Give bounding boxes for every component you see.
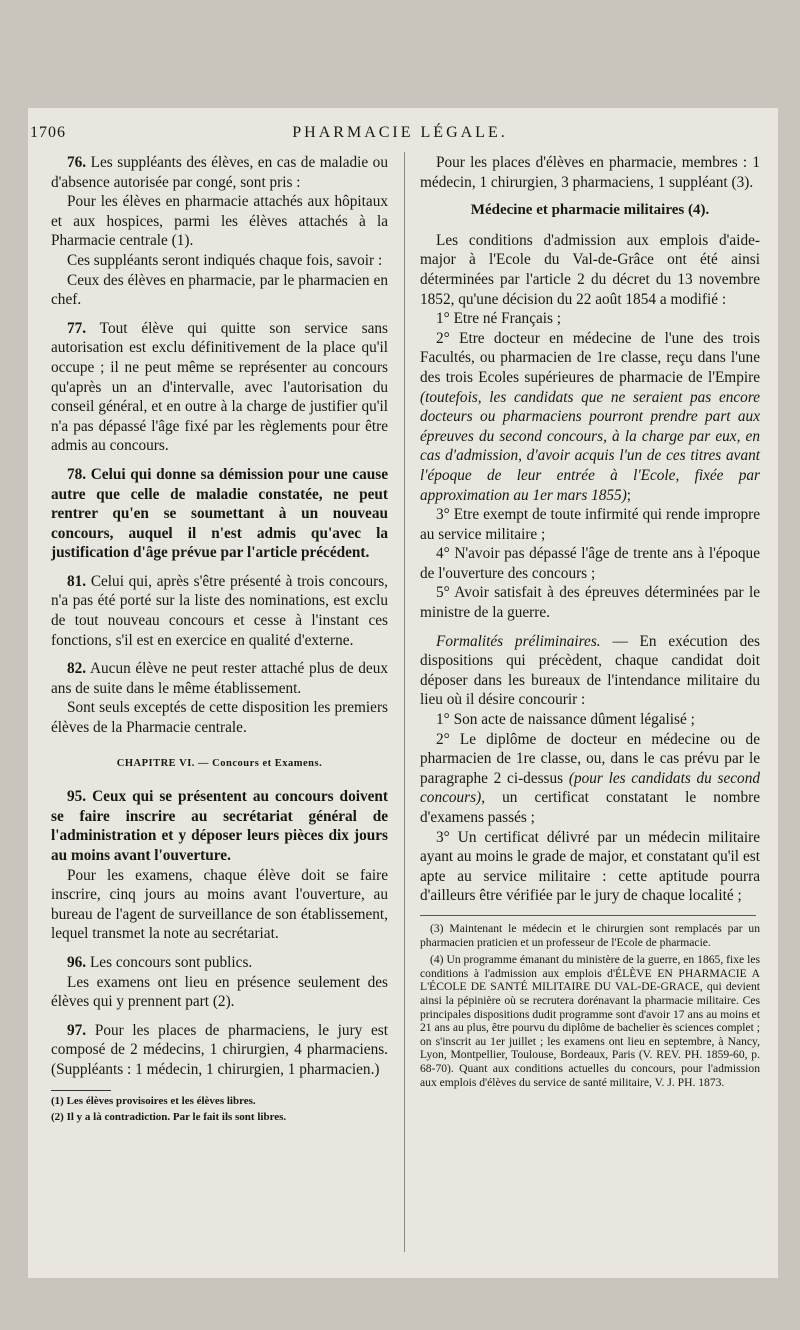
formalities-text: — En exécution des dispositions qui précèdent, chaque candidat doit déposer dans les bureaux de l'intendance militaire du lieu où il désire concourir : (420, 632, 760, 709)
condition-end: ; (626, 486, 632, 504)
section-heading: Médecine et pharmacie militaires (4). (470, 202, 710, 219)
article-number: 77. (67, 319, 87, 337)
page-number: 1706 (30, 124, 66, 141)
formalities-paragraph (420, 632, 760, 710)
paragraph: Pour les élèves en pharmacie attachés aux hôpitaux et aux hospices, parmi les élèves attachés à la Pharmacie centrale (1). (51, 193, 388, 250)
paragraph: Pour les places d'élèves en pharmacie, membres : 1 médecin, 1 chirurgien, 3 pharmaciens, 1 suppléant (3). (420, 154, 760, 191)
article-97 (51, 1021, 388, 1080)
formalities-lead: Formalités préliminaires. (436, 632, 601, 650)
article-text: Ceux qui se présentent au concours doivent se faire inscrire au secrétariat général de l'administration et y déposer leurs pièces dix jours au moins avant l'ouverture. (51, 788, 389, 864)
article-78 (51, 465, 388, 563)
condition-1: 1° Etre né Français ; (436, 310, 562, 328)
running-title: PHARMACIE LÉGALE. (292, 124, 508, 141)
paragraph: Ces suppléants seront indiqués chaque fois, savoir : (67, 251, 383, 269)
formality-2 (420, 730, 760, 828)
left-column (51, 153, 388, 1128)
article-text: Tout élève qui quitte son service sans autorisation est exclu définitivement de la place qu'il occupe ; il ne peut même se représenter au concours qu'après un an d'intervalle, avec l'autorisation du conseil général, et en outre à la charge de justifier qu'il n'a pas dépassé l'âge fixé par les règlements pour être admis au concours. (51, 319, 388, 455)
article-77 (51, 319, 388, 456)
condition-3: 3° Etre exempt de toute infirmité qui rende impropre au service militaire ; (420, 506, 760, 543)
right-column (420, 153, 760, 1093)
condition-italic-note: (toutefois, les candidats que ne seraient pas encore docteurs ou pharmaciens pourront prendre part aux épreuves du second concours, à la charge par eux, en cas d'admission, d'avoir acquis l'un de ces titres avant l'époque de leur entrée à l'Ecole, fixée par approximation au 1er mars 1855) (420, 388, 760, 504)
page-header (30, 124, 770, 148)
footnote-1: (1) Les élèves provisoires et les élèves libres. (51, 1094, 256, 1107)
condition-text: 2° Etre docteur en médecine de l'une des trois Facultés, ou pharmacien de 1re classe, reçu dans l'une des trois Ecoles supérieures de pharmacie de l'Empire (420, 329, 760, 386)
footnote-4: (4) Un programme émanant du ministère de la guerre, en 1865, fixe les conditions à l'admission aux emplois d'ÉLÈVE EN PHARMACIE A L'ÉCOLE DE SANTÉ MILITAIRE DU VAL-DE-GRACE, qui devient ainsi la pépinière où se recrutera dorénavant la pharmacie militaire. Ces principales dispositions dudit programme sont d'avoir 17 ans au moins et 21 ans au plus, être pourvu du diplôme de bachelier ès sciences complet ; on s'inscrit au 1er juillet ; les examens ont lieu en septembre, à Nancy, Lyon, Montpellier, Toulouse, Bordeaux, Paris (V. REV. PH. 1859-60, p. 68-70). Quant aux conditions actuelles du concours, pour l'admission aux emplois d'élèves du service de santé militaire, V. J. PH. 1873. (420, 953, 760, 1089)
article-number: 96. (67, 953, 87, 971)
article-text: Celui qui donne sa démission pour une cause autre que celle de maladie constatée, ne peut rentrer qu'en se soumettant à un nouveau concours, auquel il n'est admis qu'avec la justification d'âge prévue par l'article précédent. (51, 465, 388, 562)
condition-2 (420, 329, 760, 505)
condition-4: 4° N'avoir pas dépassé l'âge de trente ans à l'époque de l'ouverture des concours ; (420, 545, 760, 582)
article-81 (51, 572, 388, 650)
chapter-heading: CHAPITRE VI. — Concours et Examens. (116, 757, 323, 769)
article-95 (51, 787, 388, 865)
article-96 (51, 953, 388, 973)
article-76 (51, 153, 388, 192)
article-82 (51, 659, 388, 698)
article-number: 81. (67, 572, 87, 590)
footnote-rule (51, 1090, 111, 1091)
article-number: 97. (67, 1021, 87, 1039)
paragraph: Pour les examens, chaque élève doit se faire inscrire, cinq jours au moins avant l'ouverture, au bureau de l'agent de surveillance de son établissement, lequel transmet la note au secrétariat. (51, 866, 388, 943)
formality-italic-note: (pour les candidats du second concours) (420, 769, 760, 807)
paragraph: Les conditions d'admission aux emplois d'aide-major à l'Ecole du Val-de-Grâce ont été ainsi déterminées par l'article 2 du décret du 13 novembre 1852, qu'une décision du 22 août 1854 a modifié : (420, 231, 760, 308)
article-number: 82. (67, 660, 87, 678)
footnote-rule (420, 915, 756, 916)
paragraph: Sont seuls exceptés de cette disposition les premiers élèves de la Pharmacie centrale. (51, 699, 388, 737)
formality-text: 2° Le diplôme de docteur en médecine ou de pharmacien de 1re classe, ou, dans le cas prévu par le paragraphe 2 ci-dessus (420, 730, 760, 787)
article-number: 76. (67, 154, 87, 171)
article-text: Pour les places de pharmaciens, le jury est composé de 2 médecins, 1 chirurgien, 4 pharmaciens. (Suppléants : 1 médecin, 1 chirurgien, 1 pharmacien.) (51, 1021, 388, 1078)
article-number: 95. (67, 788, 87, 806)
article-number: 78. (67, 465, 87, 483)
article-text: Les concours sont publics. (89, 953, 253, 971)
article-text: Celui qui, après s'être présenté à trois concours, n'a pas été porté sur la liste des nominations, est exclu de tout nouveau concours et cesse à l'instant ces fonctions, s'il est en exercice en qualité d'externe. (51, 572, 388, 649)
footnote-3: (3) Maintenant le médecin et le chirurgien sont remplacés par un pharmacien praticien et un professeur de l'Ecole de pharmacie. (420, 921, 760, 949)
paragraph: Ceux des élèves en pharmacie, par le pharmacien en chef. (51, 271, 388, 309)
article-text: Les suppléants des élèves, en cas de maladie ou d'absence autorisée par congé, sont pris : (51, 154, 388, 191)
formality-3: 3° Un certificat délivré par un médecin militaire ayant au moins le grade de major, et constatant qu'il est apte au service militaire : cette aptitude pourra d'ailleurs être vérifiée par le jury de chaque localité ; (420, 828, 760, 905)
paragraph: Les examens ont lieu en présence seulement des élèves qui y prennent part (2). (51, 973, 388, 1011)
article-text: Aucun élève ne peut rester attaché plus de deux ans de suite dans le même établissement. (51, 660, 388, 697)
condition-5: 5° Avoir satisfait à des épreuves déterminées par le ministre de la guerre. (420, 584, 760, 622)
footnote-2: (2) Il y a là contradiction. Par le fait ils sont libres. (51, 1111, 287, 1124)
column-divider (404, 152, 405, 1252)
formality-1: 1° Son acte de naissance dûment légalisé ; (436, 711, 695, 729)
formality-text-end: , un certificat constatant le nombre d'examens passés ; (420, 789, 760, 826)
